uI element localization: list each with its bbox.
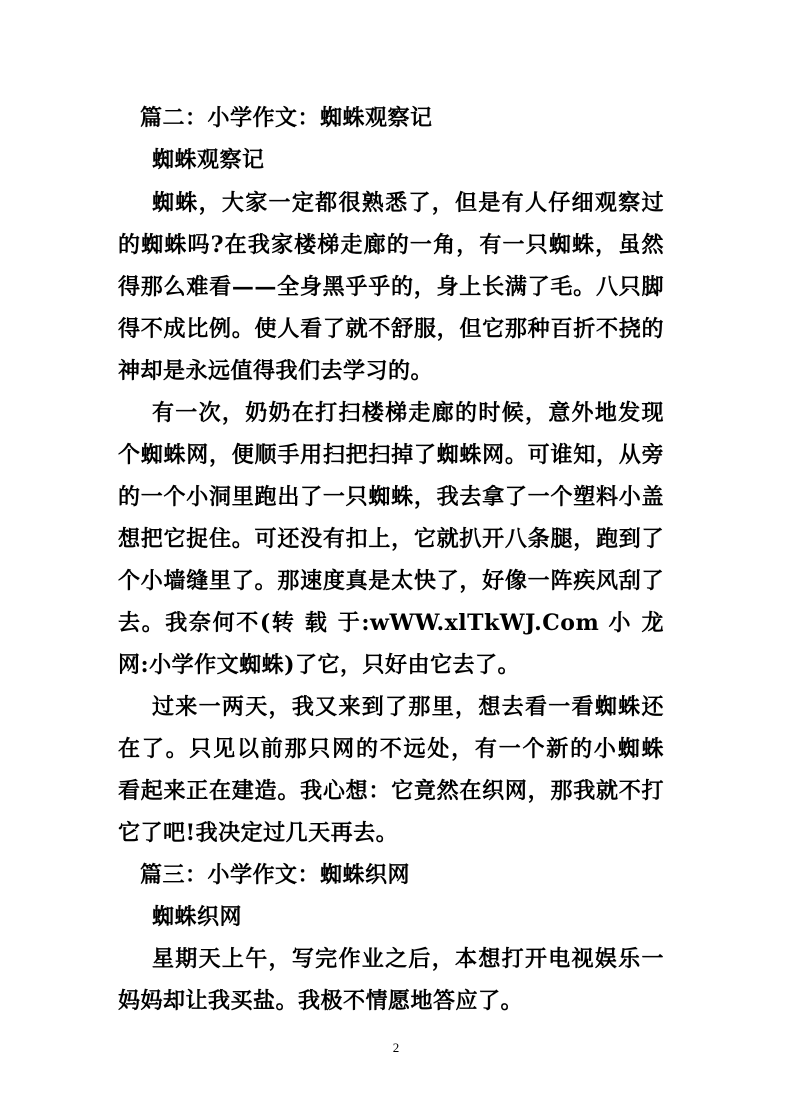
essay-title-spider-web: 蜘蛛织网 xyxy=(152,904,243,930)
section-heading-2: 篇二：小学作文：蜘蛛观察记 xyxy=(140,105,433,131)
section-heading-3: 篇三：小学作文：蜘蛛织网 xyxy=(140,862,411,888)
paragraph-line: 有一次，奶奶在打扫楼梯走廊的时候，意外地发现 xyxy=(152,400,664,426)
essay-title-spider-observation: 蜘蛛观察记 xyxy=(152,147,265,173)
paragraph-line: 看起来正在建造。我心想：它竟然在织网，那我就不打 xyxy=(118,778,664,804)
paragraph-line: 神却是永远值得我们去学习的。 xyxy=(118,358,434,384)
paragraph-line: 星期天上午，写完作业之后，本想打开电视娱乐一 xyxy=(152,946,664,972)
paragraph-line: 个蜘蛛网，便顺手用扫把扫掉了蜘蛛网。可谁知，从旁 xyxy=(118,442,664,468)
paragraph-line: 的蜘蛛吗?在我家楼梯走廊的一角，有一只蜘蛛，虽然 xyxy=(118,232,664,258)
paragraph-line: 妈妈却让我买盐。我极不情愿地答应了。 xyxy=(118,988,524,1014)
page-number: 2 xyxy=(392,1040,400,1055)
paragraph-line: 过来一两天，我又来到了那里，想去看一看蜘蛛还 xyxy=(152,694,664,720)
paragraph-line: 网:小学作文蜘蛛)了它，只好由它去了。 xyxy=(118,652,521,678)
paragraph-line: 去。我奈何不(转 载 于:wWW.xlTkWJ.Com 小 龙 xyxy=(118,610,664,636)
paragraph-line: 它了吧!我决定过几天再去。 xyxy=(118,820,399,846)
paragraph-line: 想把它捉住。可还没有扣上，它就扒开八条腿，跑到了 xyxy=(118,526,664,552)
paragraph-line: 的一个小洞里跑出了一只蜘蛛，我去拿了一个塑料小盖 xyxy=(118,484,664,510)
paragraph-line: 得不成比例。使人看了就不舒服，但它那种百折不挠的 xyxy=(118,316,664,342)
paragraph-line: 蜘蛛，大家一定都很熟悉了，但是有人仔细观察过 xyxy=(152,190,664,216)
paragraph-line: 得那么难看——全身黑乎乎的，身上长满了毛。八只脚 xyxy=(118,274,664,300)
paragraph-line: 在了。只见以前那只网的不远处，有一个新的小蜘蛛 xyxy=(118,736,664,762)
paragraph-line: 个小墙缝里了。那速度真是太快了，好像一阵疾风刮了 xyxy=(118,568,664,594)
